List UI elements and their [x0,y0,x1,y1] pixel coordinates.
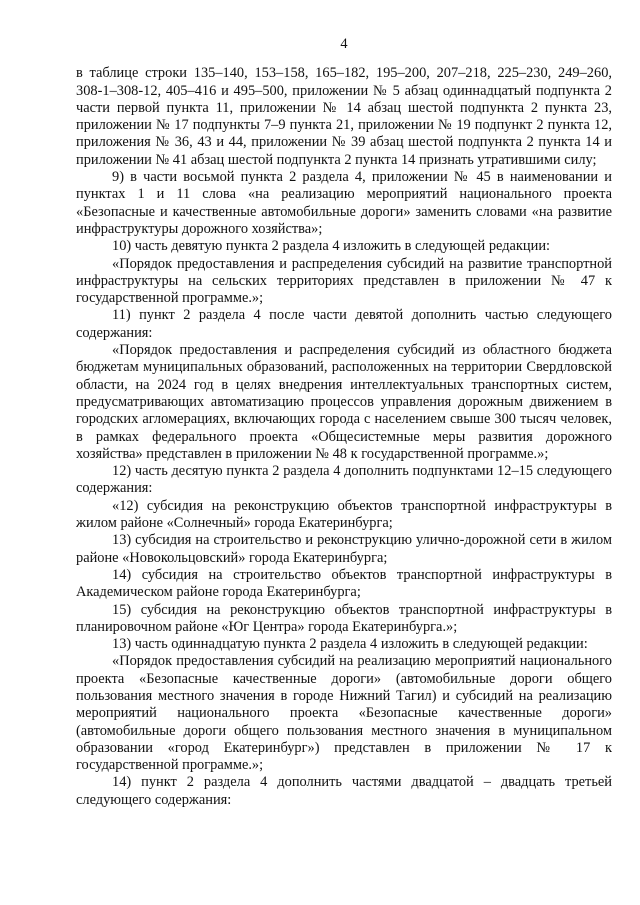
paragraph-item-14: 14) пункт 2 раздела 4 дополнить частями двадцатой – двадцать третьей следующего содержания: [76,774,612,808]
paragraph-quote-13: «Порядок предоставления субсидий на реализацию мероприятий национального проекта «Безопасные качественные дороги» (автомобильные дороги общего пользования местного значения в городе Нижний Тагил) и субсидий на реализацию мероприятий национального проекта «Безопасные качественные дороги» (автомобильные дороги общего пользования местного значения в муниципальном образовании «город Екатеринбург») представлен в приложении № 17 к государственной программе.»; [76,653,612,774]
paragraph-subitem-12: «12) субсидия на реконструкцию объектов транспортной инфраструктуры в жилом районе «Солнечный» города Екатеринбурга; [76,497,612,532]
paragraph-item-13: 13) часть одиннадцатую пункта 2 раздела 4 изложить в следующей редакции: [112,636,588,653]
paragraph-continuation: в таблице строки 135–140, 153–158, 165–182, 195–200, 207–218, 225–230, 249–260, 308-1–308-12, 405–416 и 495–500, приложении № 5 абзац одиннадцатый подпункта 2 части первой пункта 11, приложении № 14 абзац шестой подпункта 2 пункта 23, приложении № 17 подпункты 7–9 пункта 21, приложении № 19 подпункт 2 пункта 12, приложения № 36, 43 и 44, приложении № 39 абзац шестой подпункта 2 пункта 14 и приложении № 41 абзац шестой подпункта 2 пункта 14 признать утратившими силу; [76,65,612,168]
paragraph-item-10: 10) часть девятую пункта 2 раздела 4 изложить в следующей редакции: [112,238,551,255]
document-page [76,36,612,809]
paragraph-item-12: 12) часть десятую пункта 2 раздела 4 дополнить подпунктами 12–15 следующего содержания: [76,463,612,497]
paragraph-subitem-15: 15) субсидия на реконструкцию объектов транспортной инфраструктуры в планировочном районе «Юг Центра» города Екатеринбурга.»; [76,601,612,635]
paragraph-quote-11: «Порядок предоставления и распределения субсидий из областного бюджета бюджетам муниципальных образований, расположенных на территории Свердловской области, на 2024 год в целях внедрения интеллектуальных транспортных систем, предусматривающих автоматизацию процессов управления дорожным движением в городских агломерациях, включающих города с населением свыше 300 тысяч человек, в рамках федерального проекта «Общесистемные меры развития дорожного хозяйства» представлен в приложении № 48 к государственной программе.»; [76,342,612,462]
paragraph-item-9: 9) в части восьмой пункта 2 раздела 4, приложении № 45 в наименовании и пунктах 1 и 11 слова «на реализацию мероприятий национального проекта «Безопасные и качественные автомобильные дороги» заменить словами «на развитие инфраструктуры дорожного хозяйства»; [76,169,612,237]
paragraph-subitem-13: 13) субсидия на строительство и реконструкцию улично-дорожной сети в жилом районе «Новокольцовский» города Екатеринбурга; [76,532,612,566]
paragraph-item-11: 11) пункт 2 раздела 4 после части девятой дополнить частью следующего содержания: [76,307,612,341]
paragraph-subitem-14: 14) субсидия на строительство объектов транспортной инфраструктуры в Академическом районе города Екатеринбурга; [76,566,612,601]
page-number: 4 [340,36,348,52]
paragraph-quote-10: «Порядок предоставления и распределения субсидий на развитие транспортной инфраструктуры на сельских территориях представлен в приложении № 47 к государственной программе.»; [76,255,612,307]
